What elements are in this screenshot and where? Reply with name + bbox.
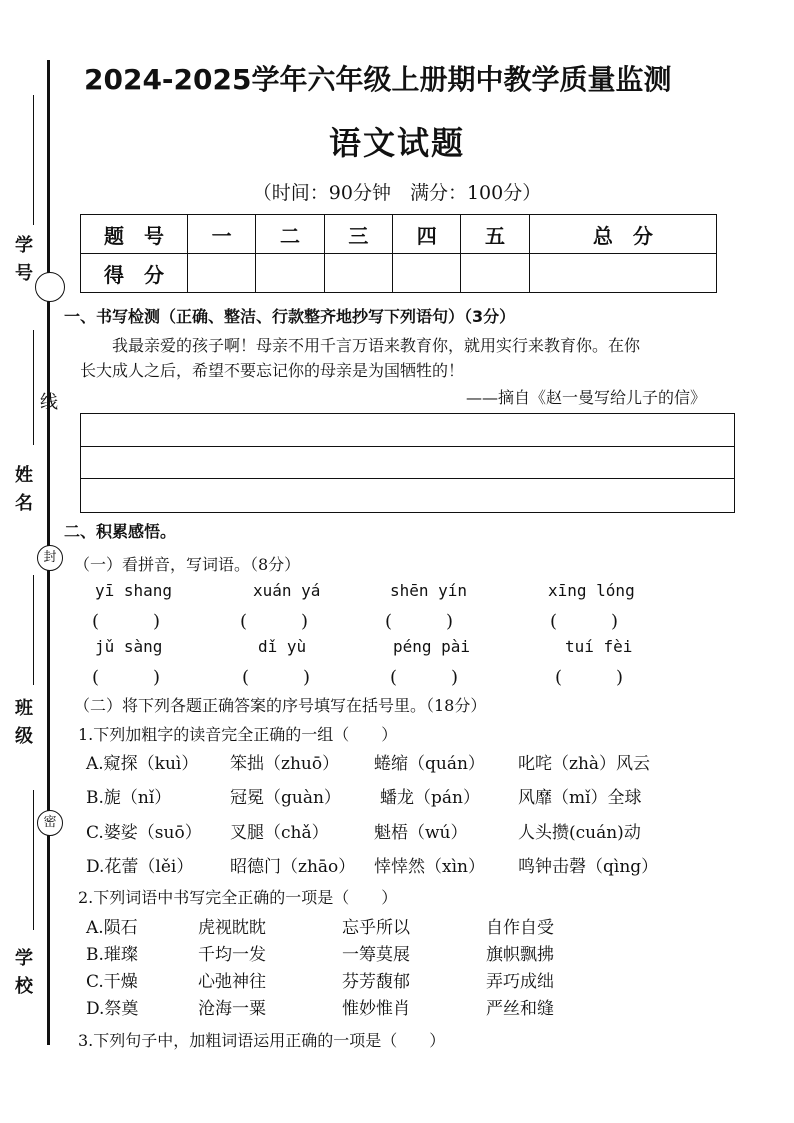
pinyin: péng pài bbox=[393, 637, 471, 656]
answer-blank[interactable]: ( ) bbox=[92, 611, 161, 632]
answer-blank[interactable]: ( ) bbox=[550, 611, 619, 632]
answer-blank[interactable]: ( ) bbox=[92, 667, 161, 688]
name-label: 姓名 bbox=[15, 465, 33, 514]
class-label: 班级 bbox=[15, 698, 33, 747]
student-id-label: 学号 bbox=[15, 235, 33, 284]
q1-option: A.窥探（kuì） bbox=[86, 754, 199, 774]
score-cell[interactable] bbox=[188, 254, 256, 293]
q1-option: 昭德门（zhāo） bbox=[230, 857, 356, 877]
answer-blank[interactable]: ( ) bbox=[390, 667, 459, 688]
q1-option: 叱咤（zhà）风云 bbox=[518, 754, 651, 774]
pinyin: xuán yá bbox=[253, 581, 321, 600]
q1-option: 冠冕（guàn） bbox=[230, 788, 341, 808]
school-label: 学校 bbox=[15, 948, 33, 997]
q2-option: C.干燥 bbox=[86, 972, 138, 992]
seal-circle-feng: 封 bbox=[37, 545, 63, 571]
q1-option: 笨拙（zhuō） bbox=[230, 754, 340, 774]
score-table bbox=[80, 214, 717, 293]
pinyin: shēn yín bbox=[390, 581, 468, 600]
answer-blank[interactable]: ( ) bbox=[385, 611, 454, 632]
pinyin: yī shang bbox=[95, 581, 173, 600]
pinyin: tuí fèi bbox=[565, 637, 633, 656]
part1-heading: （一）看拼音，写词语。（8分） bbox=[74, 555, 301, 574]
q2-option: 心弛神往 bbox=[198, 972, 266, 992]
pinyin: jǔ sàng bbox=[95, 637, 163, 656]
q2-option: 自作自受 bbox=[486, 918, 554, 938]
class-line bbox=[33, 575, 34, 685]
q2-option: B.璀璨 bbox=[86, 945, 138, 965]
school-line bbox=[33, 790, 34, 930]
exam-title: 2024-2025学年六年级上册期中教学质量监测 bbox=[84, 63, 672, 96]
q1-option: 蟠龙（pán） bbox=[380, 788, 480, 808]
part2-heading: （二）将下列各题正确答案的序号填写在括号里。（18分） bbox=[74, 696, 487, 715]
passage-line-2: 长大成人之后，希望不要忘记你的母亲是为国牺牲的！ bbox=[80, 361, 465, 380]
name-line bbox=[33, 330, 34, 445]
q1-option: B.旎（nǐ） bbox=[86, 788, 172, 808]
question-1: 1.下列加粗字的读音完全正确的一组（ ） bbox=[78, 725, 398, 744]
q1-option: 鸣钟击磬（qìng） bbox=[518, 857, 659, 877]
score-table-score-row bbox=[81, 254, 717, 293]
q2-option: 严丝和缝 bbox=[486, 999, 554, 1019]
pinyin: dǐ yù bbox=[258, 637, 307, 656]
q2-option: A.陨石 bbox=[86, 918, 138, 938]
table-cell: 五 bbox=[461, 215, 529, 254]
score-cell[interactable] bbox=[393, 254, 461, 293]
q1-option: 蜷缩（quán） bbox=[374, 754, 485, 774]
q1-option: 风靡（mǐ）全球 bbox=[518, 788, 642, 808]
q2-option: 旗帜飘拂 bbox=[486, 945, 554, 965]
section2-heading: 二、积累感悟。 bbox=[64, 522, 177, 541]
answer-blank[interactable]: ( ) bbox=[555, 667, 624, 688]
score-table-header-row bbox=[81, 215, 717, 254]
writing-line bbox=[81, 478, 734, 479]
q1-option: D.花蕾（lěi） bbox=[86, 857, 194, 877]
binding-hole-1 bbox=[35, 272, 65, 302]
table-cell: 三 bbox=[324, 215, 392, 254]
table-cell: 二 bbox=[256, 215, 324, 254]
section1-heading: 一、书写检测（正确、整洁、行款整齐地抄写下列语句）（3分） bbox=[64, 307, 516, 326]
writing-line bbox=[81, 446, 734, 447]
table-cell: 四 bbox=[393, 215, 461, 254]
q2-option: 沧海一粟 bbox=[198, 999, 266, 1019]
q2-option: 芬芳馥郁 bbox=[342, 972, 410, 992]
q2-option: 惟妙惟肖 bbox=[342, 999, 410, 1019]
q2-option: 忘乎所以 bbox=[342, 918, 410, 938]
table-cell: 总 分 bbox=[529, 215, 716, 254]
subject-title: 语文试题 bbox=[328, 124, 465, 162]
q2-option: 一筹莫展 bbox=[342, 945, 410, 965]
q1-option: 人头攒(cuán)动 bbox=[518, 823, 641, 843]
q1-option: 悻悻然（xìn） bbox=[374, 857, 485, 877]
table-cell: 一 bbox=[188, 215, 256, 254]
score-cell[interactable] bbox=[529, 254, 716, 293]
answer-blank[interactable]: ( ) bbox=[240, 611, 309, 632]
pinyin: xīng lóng bbox=[548, 581, 635, 600]
q1-option: C.婆娑（suō） bbox=[86, 823, 202, 843]
passage-line-1: 我最亲爱的孩子啊！母亲不用千言万语来教育你，就用实行来教育你。在你 bbox=[112, 336, 641, 355]
seal-circle-mi: 密 bbox=[37, 810, 63, 836]
score-cell[interactable] bbox=[256, 254, 324, 293]
q1-option: 叉腿（chǎ） bbox=[230, 823, 329, 843]
seal-char-line: 线 bbox=[40, 392, 58, 413]
copy-writing-box[interactable] bbox=[80, 413, 735, 513]
score-cell[interactable] bbox=[324, 254, 392, 293]
question-2: 2.下列词语中书写完全正确的一项是（ ） bbox=[78, 888, 398, 907]
q1-option: 魁梧（wú） bbox=[374, 823, 468, 843]
q2-option: 千均一发 bbox=[198, 945, 266, 965]
time-info: （时间：90分钟 满分：100分） bbox=[252, 182, 542, 204]
q2-option: 弄巧成绌 bbox=[486, 972, 554, 992]
answer-blank[interactable]: ( ) bbox=[242, 667, 311, 688]
passage-source: ——摘自《赵一曼写给儿子的信》 bbox=[466, 388, 707, 407]
table-cell: 得 分 bbox=[81, 254, 188, 293]
score-cell[interactable] bbox=[461, 254, 529, 293]
table-cell: 题 号 bbox=[81, 215, 188, 254]
q2-option: 虎视眈眈 bbox=[198, 918, 266, 938]
question-3: 3.下列句子中，加粗词语运用正确的一项是（ ） bbox=[78, 1031, 446, 1050]
q2-option: D.祭奠 bbox=[86, 999, 139, 1019]
